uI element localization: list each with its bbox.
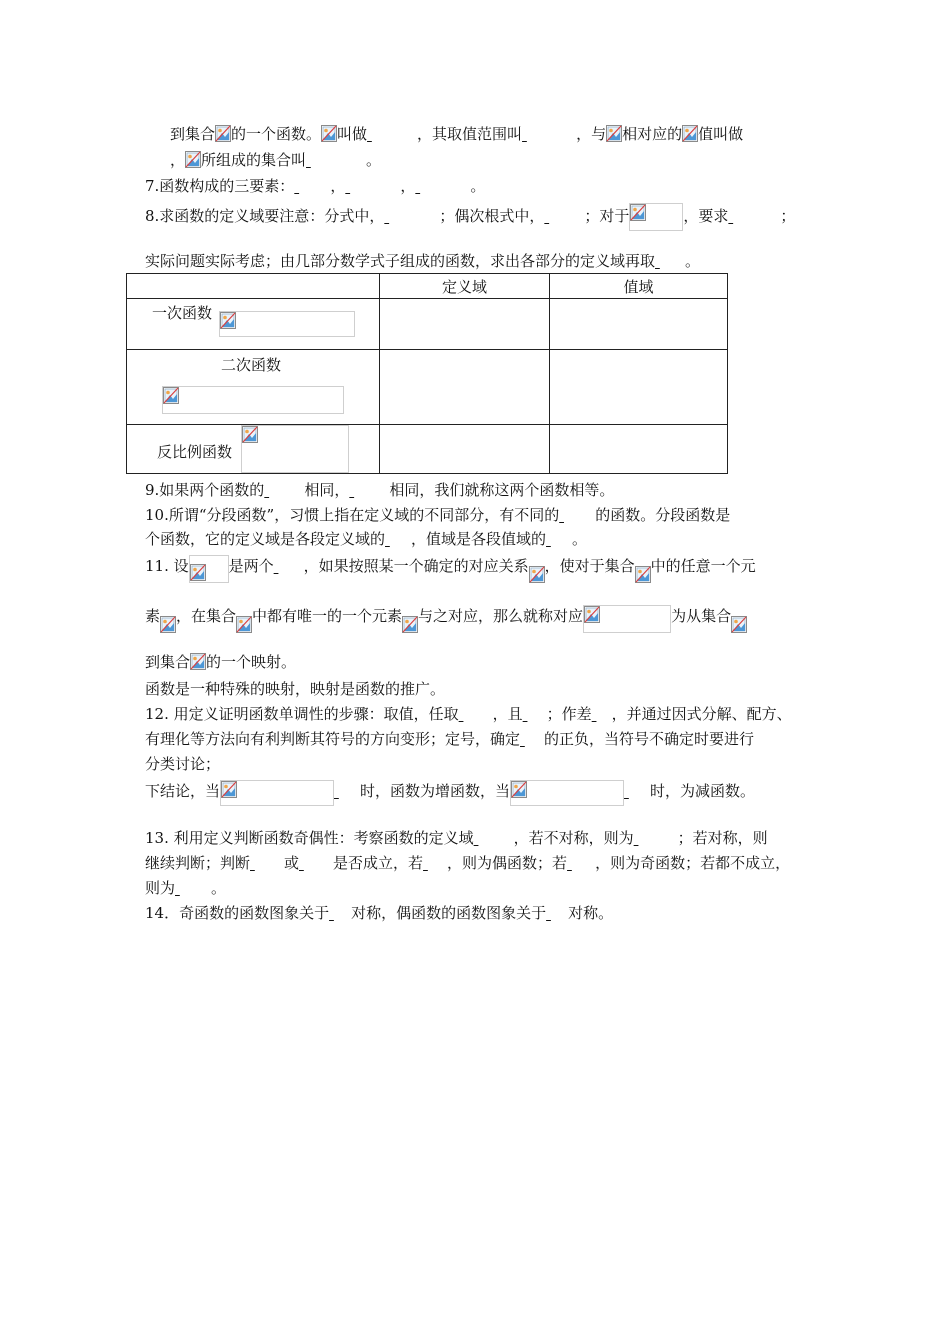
blank — [546, 529, 572, 549]
blank — [415, 176, 470, 196]
formula-image — [241, 425, 349, 473]
blank — [567, 853, 595, 873]
table-row — [127, 425, 728, 474]
table-row-label-cell: 一次函数 — [127, 299, 380, 350]
item-12: 12. 用定义证明函数单调性的步骤：取值，任取 ，且 ；作差 ，并通过因式分解、配方、 — [145, 705, 792, 723]
broken-image-icon — [630, 204, 646, 221]
item-10: 10.所谓“分段函数”，习惯上指在定义域的不同部分，有不同的 的函数。分段函数是 — [145, 506, 731, 524]
formula-image — [510, 780, 624, 806]
formula-image — [162, 386, 344, 414]
broken-image-icon — [321, 125, 337, 142]
broken-image-icon — [236, 616, 252, 633]
table-cell — [380, 425, 550, 474]
blank — [299, 853, 333, 873]
table-header-cell — [127, 274, 380, 299]
blank — [624, 781, 650, 801]
formula-image — [219, 311, 355, 337]
blank — [544, 206, 584, 226]
table-header-cell: 定义域 — [380, 274, 550, 299]
item-13-end: 则为 。 — [145, 879, 227, 897]
blank — [349, 480, 389, 500]
table-header-row — [127, 274, 728, 299]
broken-image-icon — [511, 781, 527, 798]
table-row — [127, 299, 728, 350]
broken-image-icon — [635, 566, 651, 583]
blank — [634, 828, 678, 848]
blank — [294, 176, 330, 196]
blank — [384, 206, 439, 226]
item-12-conclusion: 下结论，当 时，函数为增函数，当 时，为减函数。 — [145, 780, 755, 806]
item-13-continued: 继续判断；判断 或 是否成立，若 ，则为偶函数；若 ，则为奇函数；若都不成立， — [145, 854, 791, 872]
table-cell — [550, 299, 728, 350]
item-13: 13. 利用定义判断函数奇偶性：考察函数的定义域 ，若不对称，则为 ；若对称，则 — [145, 829, 768, 847]
item-7: 7.函数构成的三要素： ， ， 。 — [145, 177, 486, 195]
broken-image-icon — [529, 566, 545, 583]
blank — [385, 529, 411, 549]
note-mapping: 函数是一种特殊的映射，映射是函数的推广。 — [145, 680, 446, 698]
blank — [345, 176, 400, 196]
item-9: 9.如果两个函数的 相同， 相同，我们就称这两个函数相等。 — [145, 481, 615, 499]
blank — [592, 704, 612, 724]
formula-image — [220, 780, 334, 806]
broken-image-icon — [242, 426, 258, 443]
broken-image-icon — [606, 125, 622, 142]
broken-image-icon — [215, 125, 231, 142]
broken-image-icon — [160, 616, 176, 633]
broken-image-icon — [190, 564, 206, 581]
blank — [175, 878, 211, 898]
item-8-continued: 实际问题实际考虑；由几部分数学式子组成的函数，求出各部分的定义域再取 。 — [145, 252, 701, 270]
blank — [367, 124, 417, 144]
broken-image-icon — [731, 616, 747, 633]
table-cell — [380, 350, 550, 425]
line-1: 到集合 的一个函数。 叫做 ，其取值范围叫 ，与 相对应的 值叫做 — [170, 125, 744, 143]
blank — [423, 853, 447, 873]
broken-image-icon — [185, 151, 201, 168]
table-row-label-cell: 反比例函数 — [127, 425, 380, 474]
formula-image — [189, 555, 229, 583]
blank — [522, 124, 576, 144]
item-14: 14．奇函数的函数图象关于 对称，偶函数的函数图象关于 对称。 — [145, 904, 614, 922]
blank — [520, 729, 544, 749]
broken-image-icon — [584, 606, 600, 623]
item-10-continued: 个函数，它的定义域是各段定义域的 ，值域是各段值域的 。 — [145, 530, 588, 548]
table-cell — [550, 425, 728, 474]
broken-image-icon — [402, 616, 418, 633]
function-table — [126, 273, 728, 474]
broken-image-icon — [163, 387, 179, 404]
item-12-continued: 有理化等方法向有利判断其符号的方向变形；定号，确定 的正负，当符号不确定时要进行 — [145, 730, 755, 748]
formula-image — [629, 203, 683, 231]
blank — [329, 903, 351, 923]
broken-image-icon — [682, 125, 698, 142]
blank — [559, 505, 595, 525]
broken-image-icon — [190, 653, 206, 670]
line-2: ， 所组成的集合叫 。 — [170, 151, 382, 169]
table-header-cell: 值域 — [550, 274, 728, 299]
blank — [474, 828, 514, 848]
broken-image-icon — [221, 781, 237, 798]
formula-image — [583, 605, 671, 633]
blank — [728, 206, 780, 226]
table-row-label-cell: 二次函数 — [127, 350, 380, 425]
item-8: 8.求函数的定义域要注意：分式中， ；偶次根式中， ；对于 ，要求 ； — [145, 203, 795, 231]
blank — [306, 150, 366, 170]
blank — [334, 781, 360, 801]
blank — [655, 251, 685, 271]
blank — [250, 853, 284, 873]
item-12-line3: 分类讨论； — [145, 755, 221, 773]
blank — [523, 704, 547, 724]
table-cell — [550, 350, 728, 425]
item-11-end: 到集合 的一个映射。 — [145, 653, 297, 671]
item-11: 11. 设 是两个 ，如果按照某一个确定的对应关系 ，使对于集合 中的任意一个元 — [145, 555, 756, 583]
blank — [274, 556, 304, 576]
broken-image-icon — [220, 312, 236, 329]
table-row — [127, 350, 728, 425]
blank — [459, 704, 493, 724]
blank — [264, 480, 304, 500]
table-cell — [380, 299, 550, 350]
blank — [546, 903, 568, 923]
item-11-continued: 素 ，在集合 中都有唯一的一个元素 与之对应，那么就称对应 为从集合 — [145, 605, 747, 633]
